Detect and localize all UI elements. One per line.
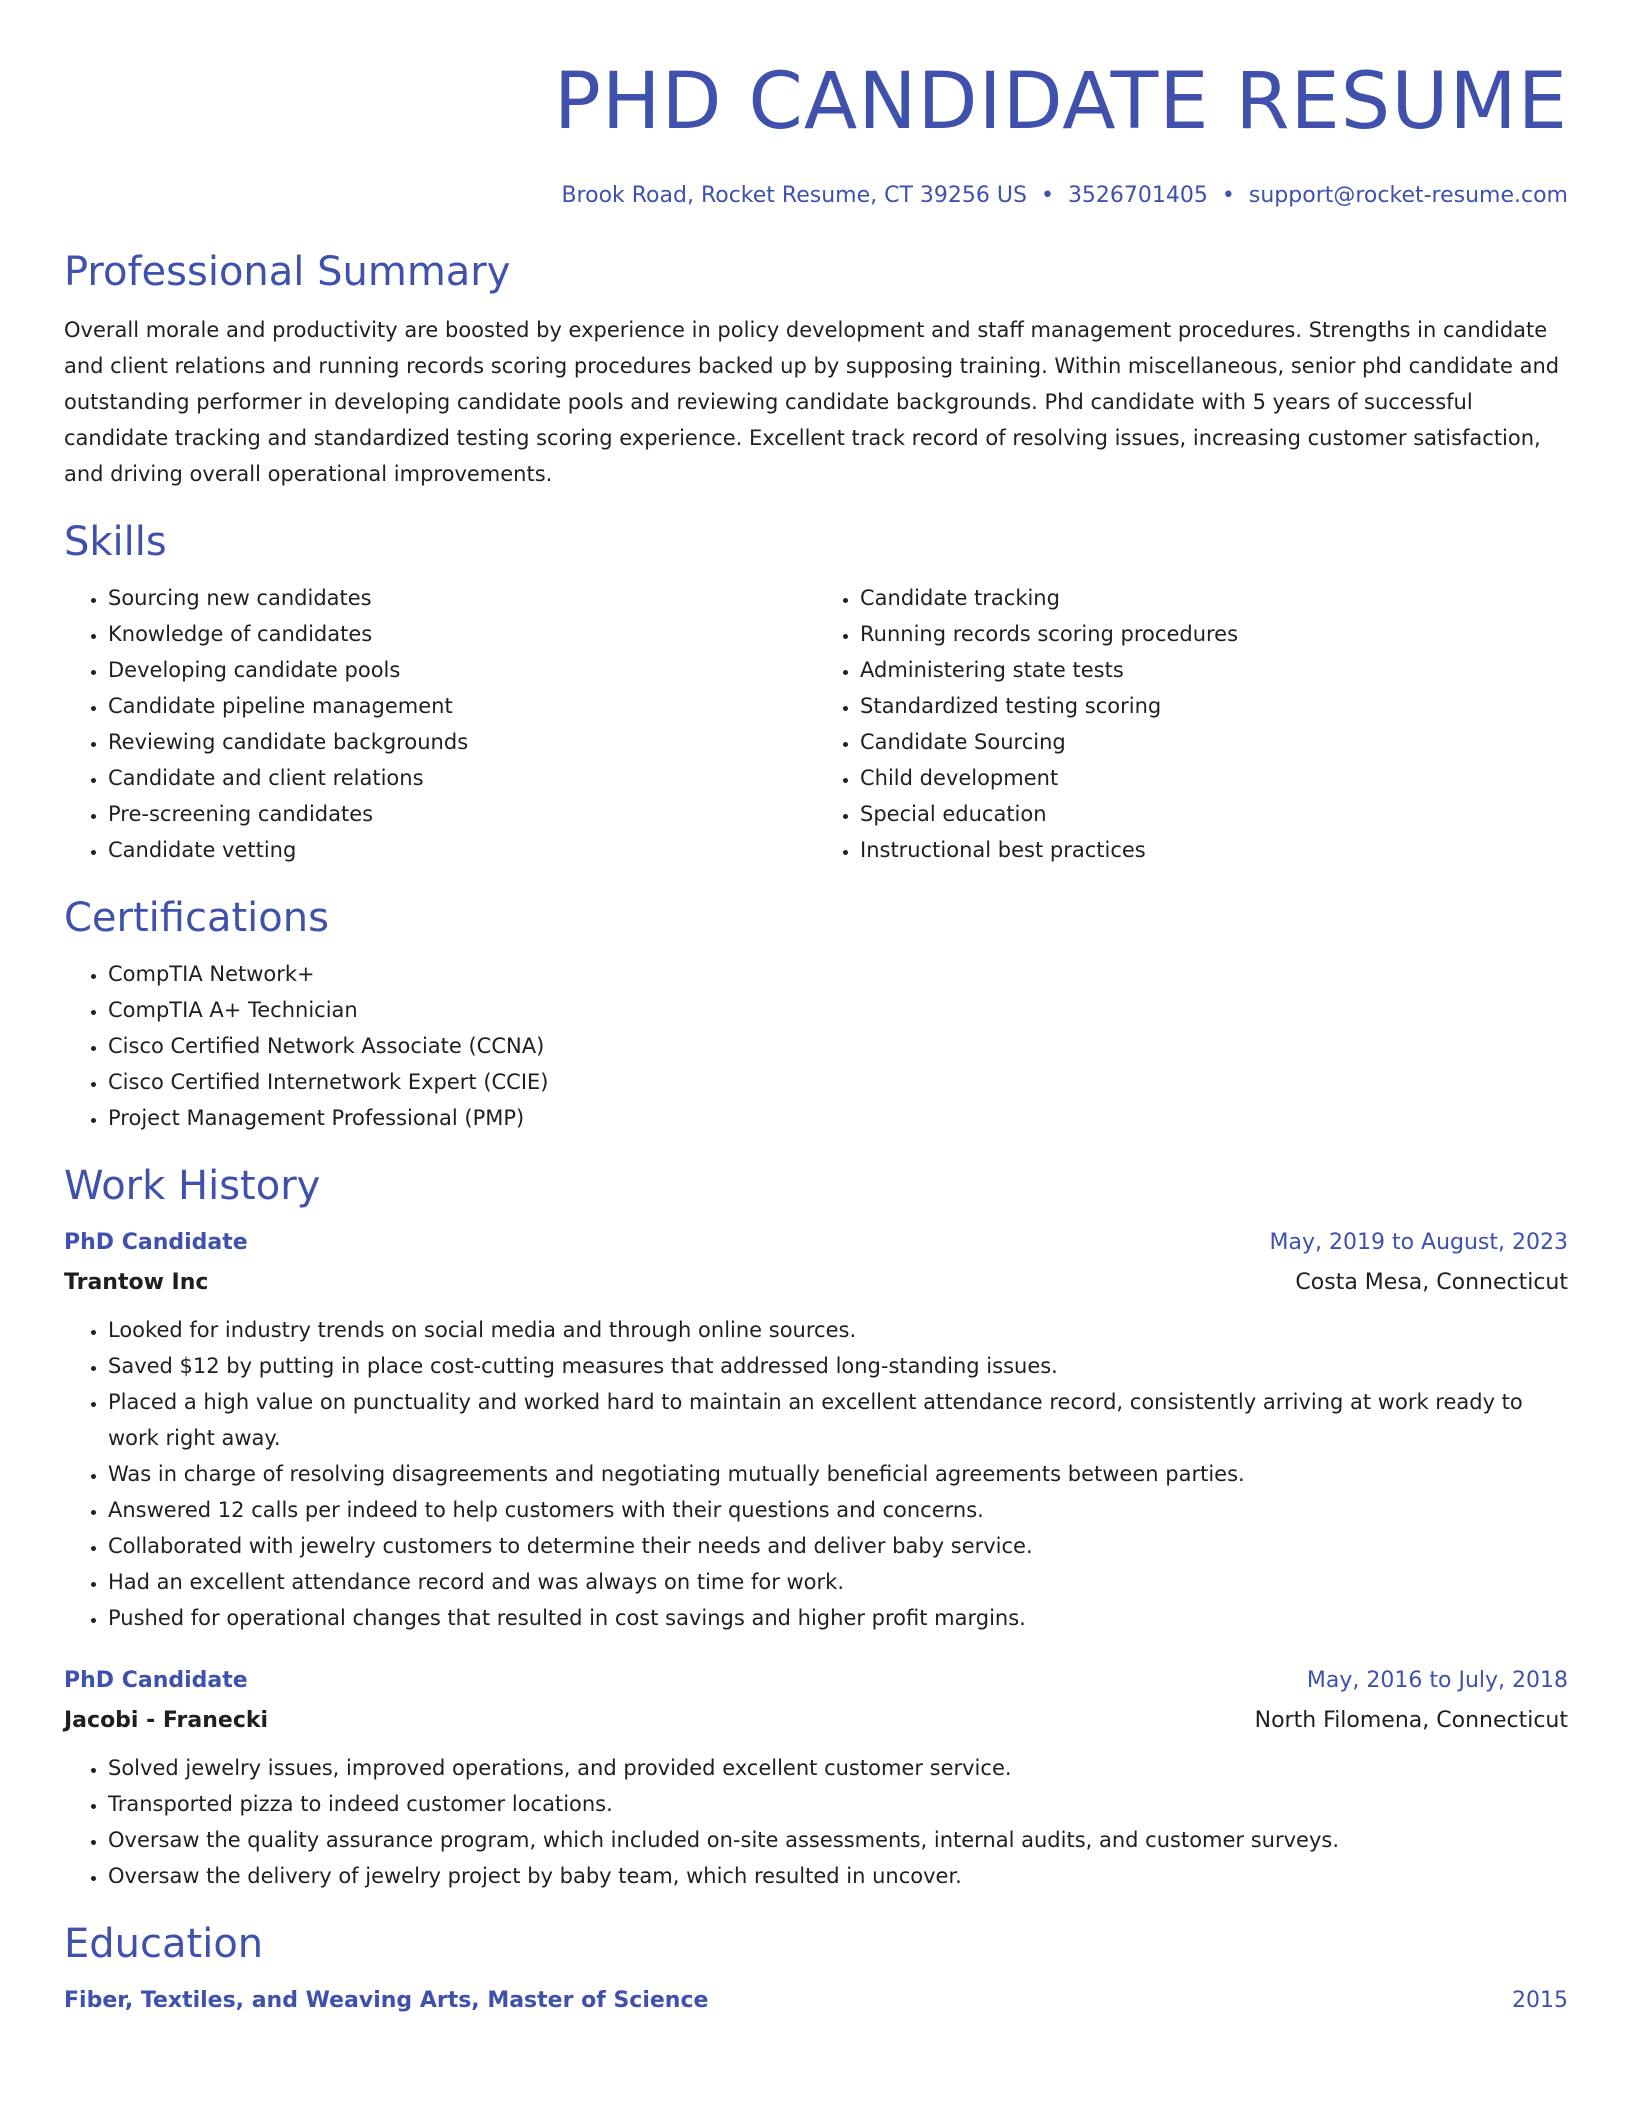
education-entry [64, 1986, 1568, 2016]
summary-section [64, 248, 1568, 492]
skills-list-right [816, 580, 1568, 868]
education-degree: Fiber, Textiles, and Weaving Arts, Master of Science [64, 1988, 709, 2013]
work-history-section [64, 1162, 1568, 1894]
job-bullet: • Collaborated with jewelry customers to determine their needs and deliver baby service. [108, 1528, 1568, 1564]
job-title: PhD Candidate [64, 1230, 248, 1255]
skills-section [64, 518, 1568, 868]
skill-item: • Child development [860, 760, 1568, 796]
resume-title: PHD CANDIDATE RESUME [553, 57, 1568, 147]
skills-list-left [64, 580, 816, 868]
job-bullet: • Was in charge of resolving disagreements and negotiating mutually beneficial agreements between parties. [108, 1456, 1568, 1492]
job-company: Jacobi - Franecki [64, 1708, 269, 1733]
skills-heading: Skills [64, 519, 167, 565]
skill-item: • Instructional best practices [860, 832, 1568, 868]
skill-item: • Special education [860, 796, 1568, 832]
contact-line [64, 182, 1568, 210]
job-bullet: • Oversaw the quality assurance program, which included on-site assessments, internal audits, and customer surveys. [108, 1822, 1568, 1858]
job-location: Costa Mesa, Connecticut [1295, 1270, 1568, 1295]
certifications-heading: Certifications [64, 895, 329, 941]
job-bullet: • Solved jewelry issues, improved operations, and provided excellent customer service. [108, 1750, 1568, 1786]
job-bullet: • Oversaw the delivery of jewelry project by baby team, which resulted in uncover. [108, 1858, 1568, 1894]
job-bullet: • Saved $12 by putting in place cost-cutting measures that addressed long-standing issues. [108, 1348, 1568, 1384]
job-bullet: • Pushed for operational changes that resulted in cost savings and higher profit margins. [108, 1600, 1568, 1636]
job-bullet: • Placed a high value on punctuality and worked hard to maintain an excellent attendance record, consistently arriving at work ready to work right away. [108, 1384, 1568, 1456]
job-bullets [64, 1750, 1568, 1894]
skill-item: • Running records scoring procedures [860, 616, 1568, 652]
summary-text: Overall morale and productivity are boosted by experience in policy development and staff management procedures. Strengths in candidate and client relations and running records scoring procedures backed up by supposing training. Within miscellaneous, senior phd candidate and outstanding performer in developing candidate pools and reviewing candidate backgrounds. Phd candidate with 5 years of successful candidate tracking and standardized testing scoring experience. Excellent track record of resolving issues, increasing customer satisfaction, and driving overall operational improvements. [64, 318, 1560, 486]
certification-item: • Cisco Certified Internetwork Expert (CCIE) [108, 1064, 1568, 1100]
education-year: 2015 [1512, 1988, 1568, 2013]
contact-address: Brook Road, Rocket Resume, CT 39256 US [561, 183, 1027, 208]
job-location: North Filomena, Connecticut [1254, 1708, 1568, 1733]
job-header [64, 1228, 1568, 1258]
job-header [64, 1666, 1568, 1696]
contact-separator: • [1221, 183, 1235, 208]
job-bullets [64, 1312, 1568, 1636]
certification-item: • CompTIA A+ Technician [108, 992, 1568, 1028]
summary-heading: Professional Summary [64, 249, 511, 295]
skill-item: • Administering state tests [860, 652, 1568, 688]
certification-item: • CompTIA Network+ [108, 956, 1568, 992]
skill-item: • Reviewing candidate backgrounds [108, 724, 816, 760]
job-subheader [64, 1706, 1568, 1736]
certification-item: • Project Management Professional (PMP) [108, 1100, 1568, 1136]
certifications-list [64, 956, 1568, 1136]
skill-item: • Knowledge of candidates [108, 616, 816, 652]
skill-item: • Candidate and client relations [108, 760, 816, 796]
skill-item: • Candidate vetting [108, 832, 816, 868]
certifications-section [64, 894, 1568, 1136]
skill-item: • Sourcing new candidates [108, 580, 816, 616]
skills-columns [64, 580, 1568, 868]
contact-phone: 3526701405 [1067, 183, 1208, 208]
skill-item: • Candidate Sourcing [860, 724, 1568, 760]
skill-item: • Developing candidate pools [108, 652, 816, 688]
skill-item: • Standardized testing scoring [860, 688, 1568, 724]
certification-item: • Cisco Certified Network Associate (CCNA) [108, 1028, 1568, 1064]
job-bullet: • Answered 12 calls per indeed to help customers with their questions and concerns. [108, 1492, 1568, 1528]
job-bullet: • Transported pizza to indeed customer locations. [108, 1786, 1568, 1822]
skill-item: • Pre-screening candidates [108, 796, 816, 832]
skill-item: • Candidate tracking [860, 580, 1568, 616]
job-subheader [64, 1268, 1568, 1298]
job-dates: May, 2019 to August, 2023 [1269, 1230, 1568, 1255]
education-section [64, 1920, 1568, 2016]
education-heading: Education [64, 1921, 264, 1967]
job-title: PhD Candidate [64, 1668, 248, 1693]
job-bullet: • Had an excellent attendance record and was always on time for work. [108, 1564, 1568, 1600]
job-dates: May, 2016 to July, 2018 [1306, 1668, 1568, 1693]
skill-item: • Candidate pipeline management [108, 688, 816, 724]
contact-email: support@rocket-resume.com [1248, 183, 1568, 208]
job-entry [64, 1666, 1568, 1894]
job-entry [64, 1228, 1568, 1636]
contact-separator: • [1040, 183, 1054, 208]
job-bullet: • Looked for industry trends on social media and through online sources. [108, 1312, 1568, 1348]
work-history-heading: Work History [64, 1163, 321, 1209]
job-company: Trantow Inc [64, 1270, 209, 1295]
